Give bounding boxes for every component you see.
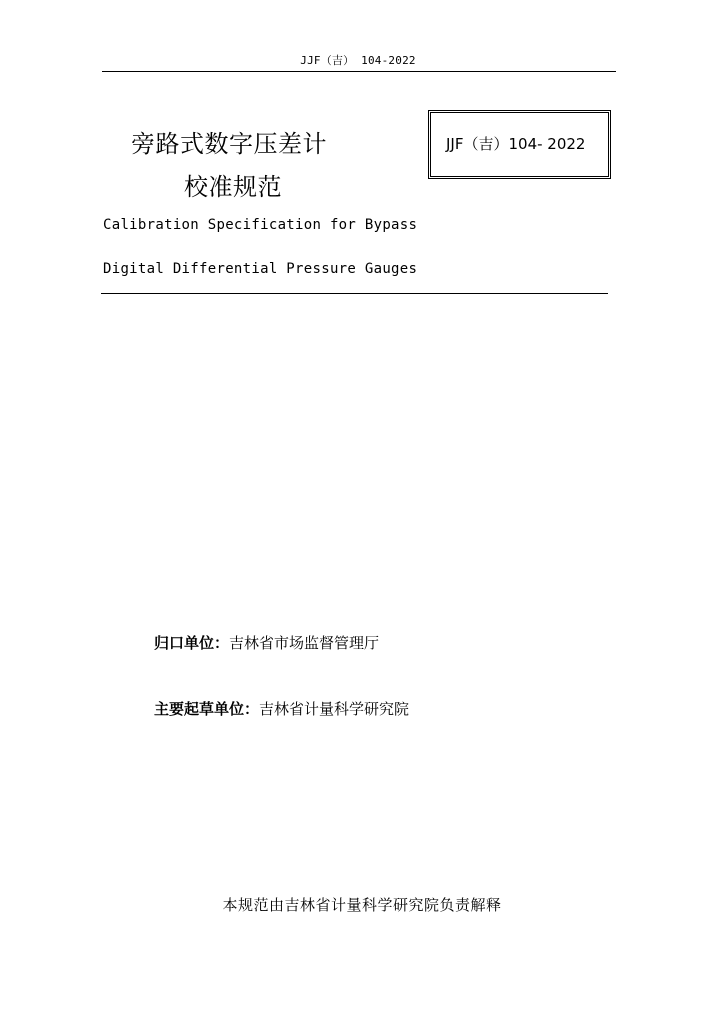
page-header-code: JJF（吉） 104-2022 [300,54,416,67]
document-title-chinese-line2: 校准规范 [184,173,282,201]
drafting-unit-row [154,698,409,719]
interpretation-note: 本规范由吉林省计量科学研究院负责解释 [222,896,502,914]
drafting-unit-label: 主要起草单位： [154,700,260,718]
header-rule [102,71,616,72]
responsible-unit-label: 归口单位： [154,634,230,652]
responsible-unit-row [154,632,379,653]
drafting-unit-value: 吉林省计量科学研究院 [259,700,410,718]
document-title-english-line1: Calibration Specification for Bypass [103,217,418,233]
specification-code: JJF（吉）104- 2022 [446,135,586,153]
title-rule [101,293,608,294]
document-title-english-line2: Digital Differential Pressure Gauges [103,261,418,277]
responsible-unit-value: 吉林省市场监督管理厅 [229,634,380,652]
document-title-chinese-line1: 旁路式数字压差计 [131,130,327,158]
